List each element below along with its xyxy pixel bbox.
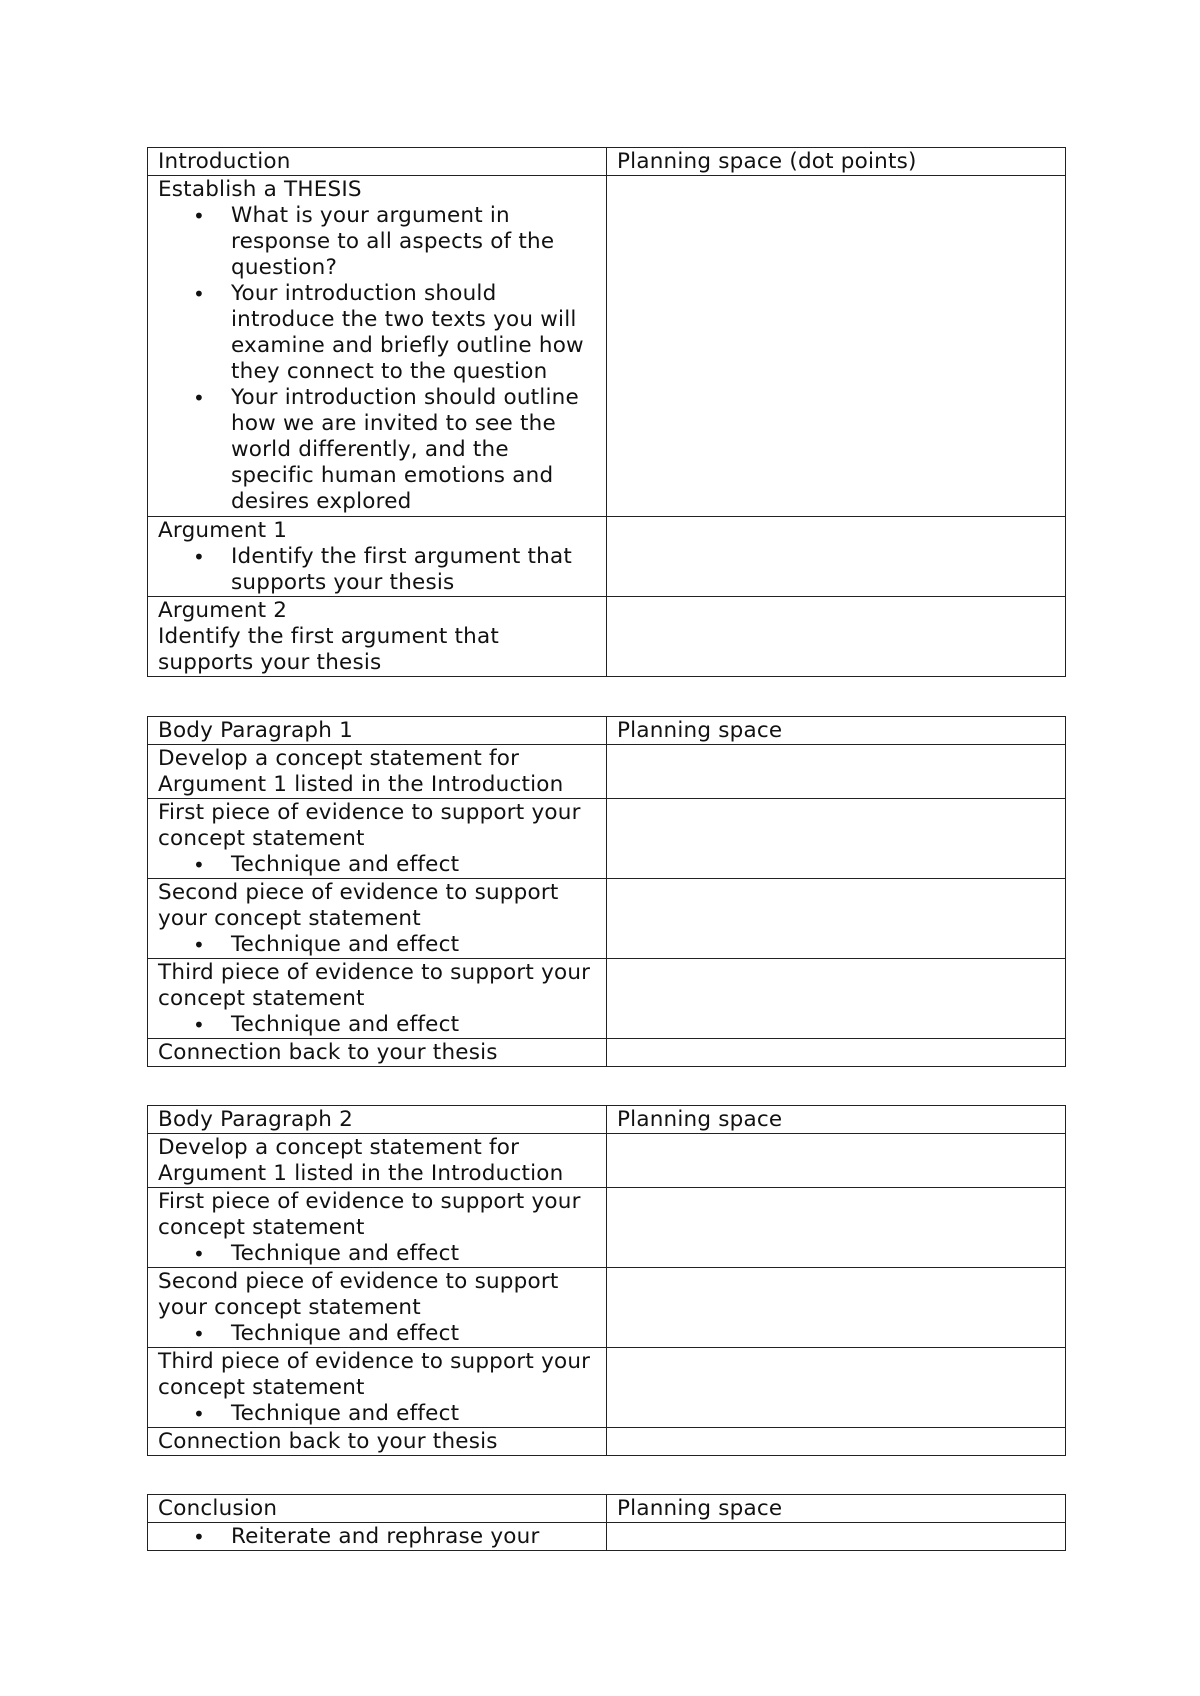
thesis-bullet-list — [158, 203, 596, 515]
body1-evidence1-bullets — [158, 852, 596, 878]
conclusion-cell — [148, 1523, 607, 1551]
body2-evidence2-text: Second piece of evidence to support your concept statement — [158, 1269, 559, 1320]
body1-evidence3-row — [148, 959, 1066, 1039]
body2-evidence1-text: First piece of evidence to support your concept statement — [158, 1189, 581, 1240]
body1-evidence3-bullets — [158, 1012, 596, 1038]
thesis-planning-cell[interactable] — [607, 176, 1066, 517]
body2-evidence1-cell — [148, 1188, 607, 1268]
intro-header-right: Planning space (dot points) — [607, 148, 1066, 176]
body2-evidence2-bullets — [158, 1321, 596, 1347]
conclusion-header-right: Planning space — [607, 1495, 1066, 1523]
conclusion-bullets — [158, 1524, 596, 1550]
conclusion-table — [147, 1494, 1066, 1551]
technique-bullet: • Technique and effect — [231, 852, 596, 878]
technique-bullet: • Technique and effect — [231, 932, 596, 958]
thesis-bullet-1: • What is your argument in response to all aspects of the question? — [231, 203, 596, 281]
body1-concept-planning-cell[interactable] — [607, 745, 1066, 799]
thesis-row — [148, 176, 1066, 517]
body2-evidence3-planning-cell[interactable] — [607, 1348, 1066, 1428]
argument1-title: Argument 1 — [158, 518, 288, 543]
body1-evidence2-planning-cell[interactable] — [607, 879, 1066, 959]
body1-evidence2-row — [148, 879, 1066, 959]
thesis-title: Establish a THESIS — [158, 177, 362, 202]
table-header-row — [148, 148, 1066, 176]
body1-evidence1-text: First piece of evidence to support your concept statement — [158, 800, 581, 851]
body1-header-right: Planning space — [607, 717, 1066, 745]
argument2-row — [148, 597, 1066, 677]
table-header-row — [148, 717, 1066, 745]
argument1-bullet: • Identify the first argument that supports your thesis — [231, 544, 596, 596]
technique-bullet: • Technique and effect — [231, 1241, 596, 1267]
body2-evidence1-row — [148, 1188, 1066, 1268]
argument2-text: Identify the first argument that supports your thesis — [158, 624, 499, 675]
argument2-cell — [148, 597, 607, 677]
body2-header-right: Planning space — [607, 1106, 1066, 1134]
body1-evidence3-text: Third piece of evidence to support your concept statement — [158, 960, 591, 1011]
body2-connection-cell: Connection back to your thesis — [148, 1428, 607, 1456]
technique-bullet: • Technique and effect — [231, 1321, 596, 1347]
argument1-cell — [148, 517, 607, 597]
conclusion-planning-cell[interactable] — [607, 1523, 1066, 1551]
body2-evidence1-planning-cell[interactable] — [607, 1188, 1066, 1268]
body2-header-left: Body Paragraph 2 — [148, 1106, 607, 1134]
body2-connection-planning-cell[interactable] — [607, 1428, 1066, 1456]
intro-header-left: Introduction — [148, 148, 607, 176]
body1-evidence1-cell — [148, 799, 607, 879]
thesis-bullet-3: • Your introduction should outline how we are invited to see the world differently, and the specific human emotions and desires explored — [231, 385, 596, 515]
thesis-bullet-2: • Your introduction should introduce the two texts you will examine and briefly outline how they connect to the question — [231, 281, 596, 385]
body1-evidence1-row — [148, 799, 1066, 879]
body1-connection-row — [148, 1039, 1066, 1067]
argument1-planning-cell[interactable] — [607, 517, 1066, 597]
table-header-row — [148, 1495, 1066, 1523]
body2-concept-row — [148, 1134, 1066, 1188]
body2-evidence3-text: Third piece of evidence to support your concept statement — [158, 1349, 591, 1400]
body2-evidence2-planning-cell[interactable] — [607, 1268, 1066, 1348]
body1-concept-cell: Develop a concept statement for Argument 1 listed in the Introduction — [148, 745, 607, 799]
body2-evidence3-bullets — [158, 1401, 596, 1427]
body2-evidence1-bullets — [158, 1241, 596, 1267]
body-paragraph-2-table — [147, 1105, 1066, 1456]
body1-evidence2-bullets — [158, 932, 596, 958]
body2-connection-row — [148, 1428, 1066, 1456]
body1-evidence3-cell — [148, 959, 607, 1039]
body1-evidence2-text: Second piece of evidence to support your concept statement — [158, 880, 559, 931]
body1-header-left: Body Paragraph 1 — [148, 717, 607, 745]
argument2-title: Argument 2 — [158, 598, 288, 623]
body1-connection-planning-cell[interactable] — [607, 1039, 1066, 1067]
body2-concept-planning-cell[interactable] — [607, 1134, 1066, 1188]
argument1-bullet-list — [158, 544, 596, 596]
body-paragraph-1-table — [147, 716, 1066, 1067]
body2-concept-cell: Develop a concept statement for Argument 1 listed in the Introduction — [148, 1134, 607, 1188]
argument1-row — [148, 517, 1066, 597]
body2-evidence3-cell — [148, 1348, 607, 1428]
table-header-row — [148, 1106, 1066, 1134]
body1-evidence3-planning-cell[interactable] — [607, 959, 1066, 1039]
body2-evidence2-row — [148, 1268, 1066, 1348]
conclusion-header-left: Conclusion — [148, 1495, 607, 1523]
body1-connection-cell: Connection back to your thesis — [148, 1039, 607, 1067]
technique-bullet: • Technique and effect — [231, 1401, 596, 1427]
technique-bullet: • Technique and effect — [231, 1012, 596, 1038]
conclusion-bullet: • Reiterate and rephrase your — [231, 1524, 596, 1550]
body1-concept-row — [148, 745, 1066, 799]
conclusion-row — [148, 1523, 1066, 1551]
thesis-cell — [148, 176, 607, 517]
body1-evidence1-planning-cell[interactable] — [607, 799, 1066, 879]
body1-evidence2-cell — [148, 879, 607, 959]
argument2-planning-cell[interactable] — [607, 597, 1066, 677]
body2-evidence2-cell — [148, 1268, 607, 1348]
body2-evidence3-row — [148, 1348, 1066, 1428]
introduction-table — [147, 147, 1066, 677]
